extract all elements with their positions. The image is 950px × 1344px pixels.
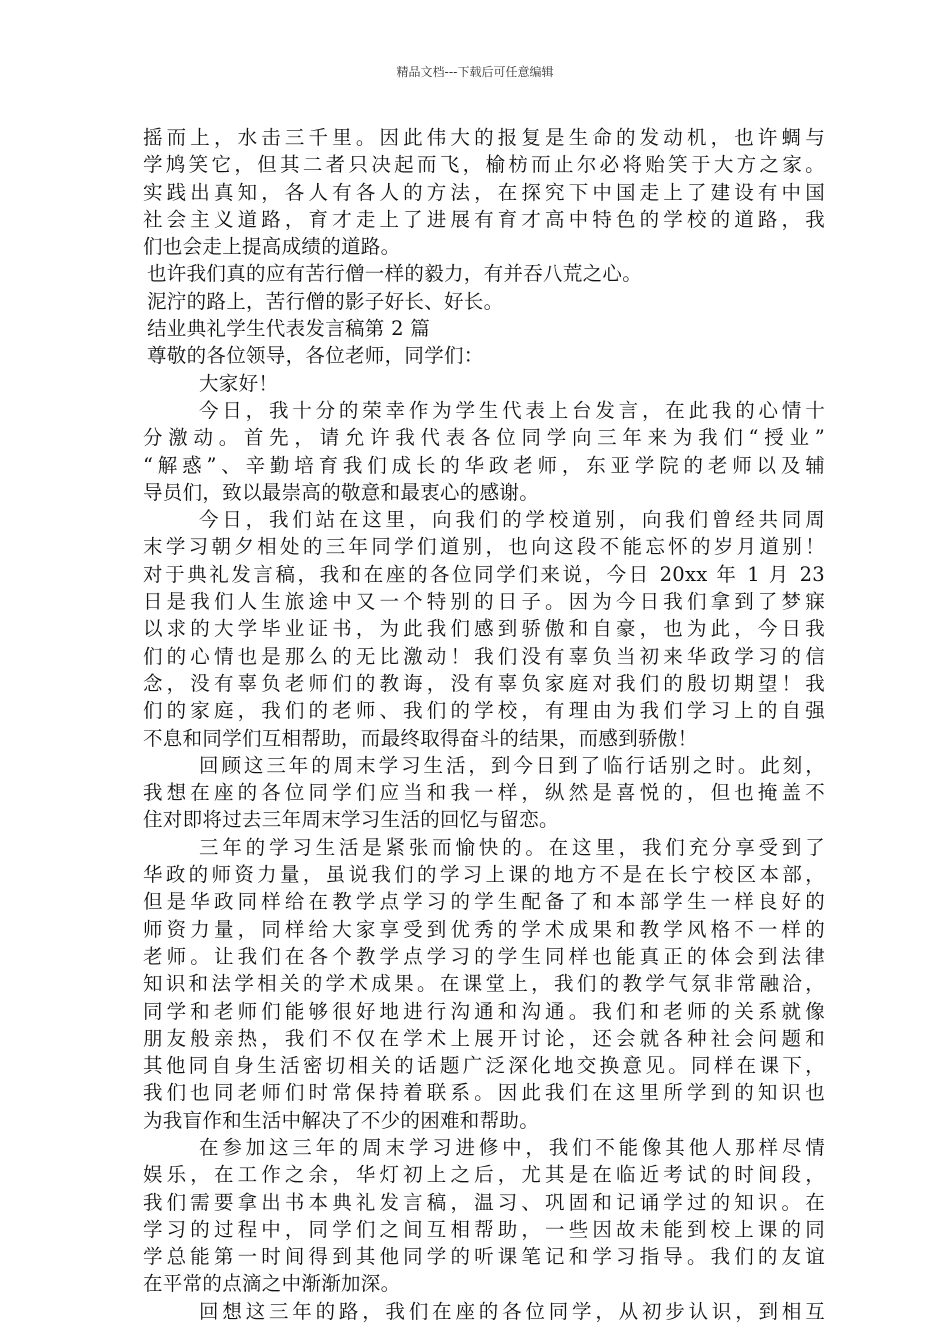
text-line: 师资力量，同样给大家享受到优秀的学术成果和教学风格不一样的 <box>143 917 825 941</box>
text-line: 以求的大学毕业证书，为此我们感到骄傲和自豪，也为此，今日我 <box>143 617 825 641</box>
salutation: 尊敬的各位领导，各位老师，同学们： <box>147 344 484 368</box>
text-line: 也许我们真的应有苦行僧一样的毅力，有并吞八荒之心。 <box>147 262 643 286</box>
text-line: 实践出真知，各人有各人的方法，在探究下中国走上了建设有中国 <box>143 180 825 204</box>
text-line: 我们也同老师们时常保持着联系。因此我们在这里所学到的知识也 <box>143 1081 825 1105</box>
text-line: 我们需要拿出书本典礼发言稿，温习、巩固和记诵学过的知识。在 <box>143 1190 825 1214</box>
text-line: 但是华政同样给在教学点学习的学生配备了和本部学生一样良好的 <box>143 890 825 914</box>
text-line: 学习的过程中，同学们之间互相帮助，一些因故未能到校上课的同 <box>143 1217 825 1241</box>
text-line: 社会主义道路，育才走上了进展有育才高中特色的学校的道路，我 <box>143 207 825 231</box>
text-line: 老师。让我们在各个教学点学习的学生同样也能真正的体会到法律 <box>143 944 825 968</box>
text-line: 三年的学习生活是紧张而愉快的。在这里，我们充分享受到了 <box>199 835 825 859</box>
section-title: 结业典礼学生代表发言稿第 2 篇 <box>147 317 431 341</box>
text-line: 同学和老师们能够很好地进行沟通和沟通。我们和老师的关系就像 <box>143 999 825 1023</box>
text-line: 娱乐，在工作之余，华灯初上之后，尤其是在临近考试的时间段， <box>143 1163 825 1187</box>
text-line: 学总能第一时间得到其他同学的听课笔记和学习指导。我们的友谊 <box>143 1245 825 1269</box>
text-line: 在平常的点滴之中渐渐加深。 <box>143 1272 401 1296</box>
text-line: 我想在座的各位同学们应当和我一样，纵然是喜悦的，但也掩盖不 <box>143 781 825 805</box>
text-line: 华政的师资力量，虽说我们的学习上课的地方不是在长宁校区本部， <box>143 863 825 887</box>
text-line: 回想这三年的路，我们在座的各位同学，从初步认识，到相互 <box>199 1299 825 1323</box>
text-line: 念，没有辜负老师们的教诲，没有辜负家庭对我们的殷切期望！我 <box>143 671 825 695</box>
greeting: 大家好！ <box>199 371 279 395</box>
text-line: “解惑”、辛勤培育我们成长的华政老师，东亚学院的老师以及辅 <box>143 453 825 477</box>
text-line: 日是我们人生旅途中又一个特别的日子。因为今日我们拿到了梦寐 <box>143 590 825 614</box>
page-header: 精品文档---下载后可任意编辑 <box>396 65 554 79</box>
text-line: 泥泞的路上，苦行僧的影子好长、好长。 <box>147 289 504 313</box>
text-line: 们也会走上提高成绩的道路。 <box>143 235 401 259</box>
text-line: 回顾这三年的周末学习生活，到今日到了临行话别之时。此刻， <box>199 753 825 777</box>
text-line: 朋友般亲热，我们不仅在学术上展开讨论，还会就各种社会问题和 <box>143 1026 825 1050</box>
text-line: 末学习朝夕相处的三年同学们道别，也向这段不能忘怀的岁月道别！ <box>143 535 825 559</box>
text-line: 摇而上，水击三千里。因此伟大的报复是生命的发动机，也许蜩与 <box>143 126 825 149</box>
text-line: 不息和同学们互相帮助，而最终取得奋斗的结果，而感到骄傲！ <box>143 726 698 750</box>
text-line: 今日，我十分的荣幸作为学生代表上台发言，在此我的心情十 <box>199 398 825 422</box>
text-line: 对于典礼发言稿，我和在座的各位同学们来说，今日 20xx 年 1 月 23 <box>143 562 825 586</box>
text-line: 导员们，致以最崇高的敬意和最衷心的感谢。 <box>143 480 540 504</box>
text-line: 在参加这三年的周末学习进修中，我们不能像其他人那样尽情 <box>199 1135 825 1159</box>
text-line: 其他同自身生活密切相关的话题广泛深化地交换意见。同样在课下， <box>143 1054 825 1078</box>
text-line: 为我盲作和生活中解决了不少的困难和帮助。 <box>143 1108 540 1132</box>
text-line: 们的心情也是那么的无比激动！我们没有辜负当初来华政学习的信 <box>143 644 825 668</box>
text-line: 们的家庭，我们的老师、我们的学校，有理由为我们学习上的自强 <box>143 699 825 723</box>
text-line: 今日，我们站在这里，向我们的学校道别，向我们曾经共同周 <box>199 508 825 532</box>
text-line: 住对即将过去三年周末学习生活的回忆与留恋。 <box>143 808 559 832</box>
document-body <box>143 124 825 1325</box>
text-line: 分激动。首先，请允许我代表各位同学向三年来为我们“授业” <box>143 426 825 450</box>
text-line: 学鸠笑它，但其二者只决起而飞，榆枋而止尔必将贻笑于大方之家。 <box>143 153 825 177</box>
text-line: 知识和法学相关的学术成果。在课堂上，我们的教学气氛非常融洽， <box>143 972 825 996</box>
